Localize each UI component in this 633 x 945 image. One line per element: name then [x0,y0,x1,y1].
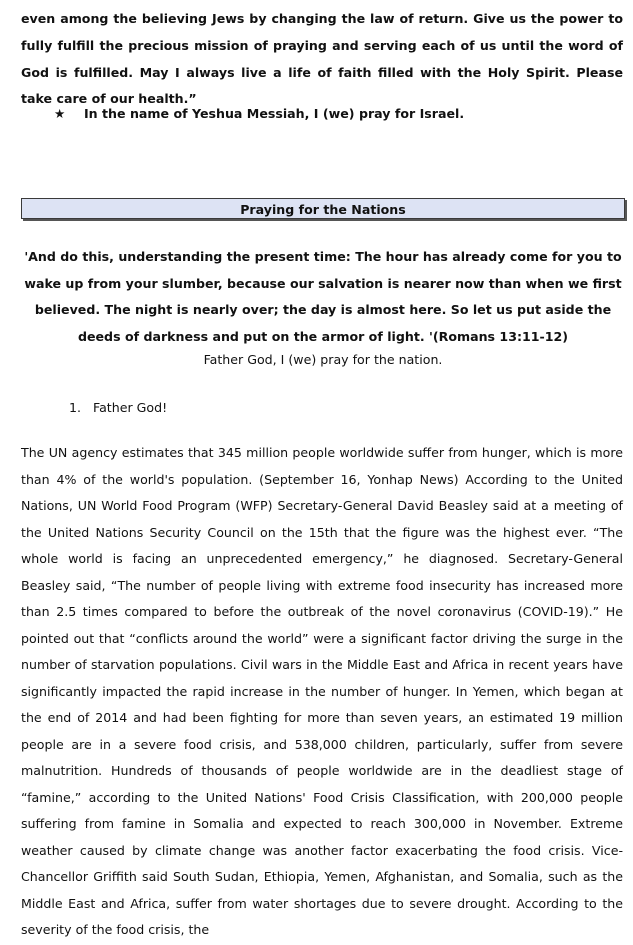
prayer-intro-line: Father God, I (we) pray for the nation. [203,352,443,367]
bullet-text: In the name of Yeshua Messiah, I (we) pray for Israel. [84,106,465,121]
prayer-continuation-paragraph: even among the believing Jews by changing the law of return. Give us the power to fully fulfill the precious mission of praying and serving each of us until the word of God is fulfilled. May I always live a life of faith filled with the Holy Spirit. Please take care of our health.” [21,11,623,107]
scripture-quote: 'And do this, understanding the present time: The hour has already come for you to wake up from your slumber, because our salvation is nearer now than when we first believed. The night is nearly over; the day is almost here. So let us put aside the deeds of darkness and put on the armor of light. '(Romans 13:11-12) [24,249,622,344]
list-item-number: 1. [69,400,82,415]
numbered-list-item [69,400,167,415]
bullet-prayer-line [54,106,464,121]
section-heading-box [21,198,625,219]
list-item-text: Father God! [93,400,168,415]
body-paragraph: The UN agency estimates that 345 million people worldwide suffer from hunger, which is more than 4% of the world's population. (September 16, Yonhap News) According to the United Nations, UN World Food Program (WFP) Secretary-General David Beasley said at a meeting of the United Nations Security Council on the 15th that the figure was the highest ever. “The whole world is facing an unprecedented emergency,” he diagnosed. Secretary-General Beasley said, “The number of people living with extreme food insecurity has increased more than 2.5 times compared to before the outbreak of the novel coronavirus (COVID-19).” He pointed out that “conflicts around the world” were a significant factor driving the surge in the number of starvation populations. Civil wars in the Middle East and Africa in recent years have significantly impacted the rapid increase in the number of hunger. In Yemen, which began at the end of 2014 and had been fighting for more than seven years, an estimated 19 million people are in a severe food crisis, and 538,000 children, particularly, suffer from severe malnutrition. Hundreds of thousands of people worldwide are in the deadliest stage of “famine,” according to the United Nations' Food Crisis Classification, with 200,000 people suffering from famine in Somalia and expected to reach 300,000 in November. Extreme weather caused by climate change was another factor exacerbating the food crisis. Vice-Chancellor Griffith said South Sudan, Ethiopia, Yemen, Afghanistan, and Somalia, such as the Middle East and Africa, suffer from water shortages due to severe drought. According to the severity of the food crisis, the [21,445,623,937]
section-title: Praying for the Nations [240,202,406,217]
star-bullet-icon: ★ [54,106,66,121]
